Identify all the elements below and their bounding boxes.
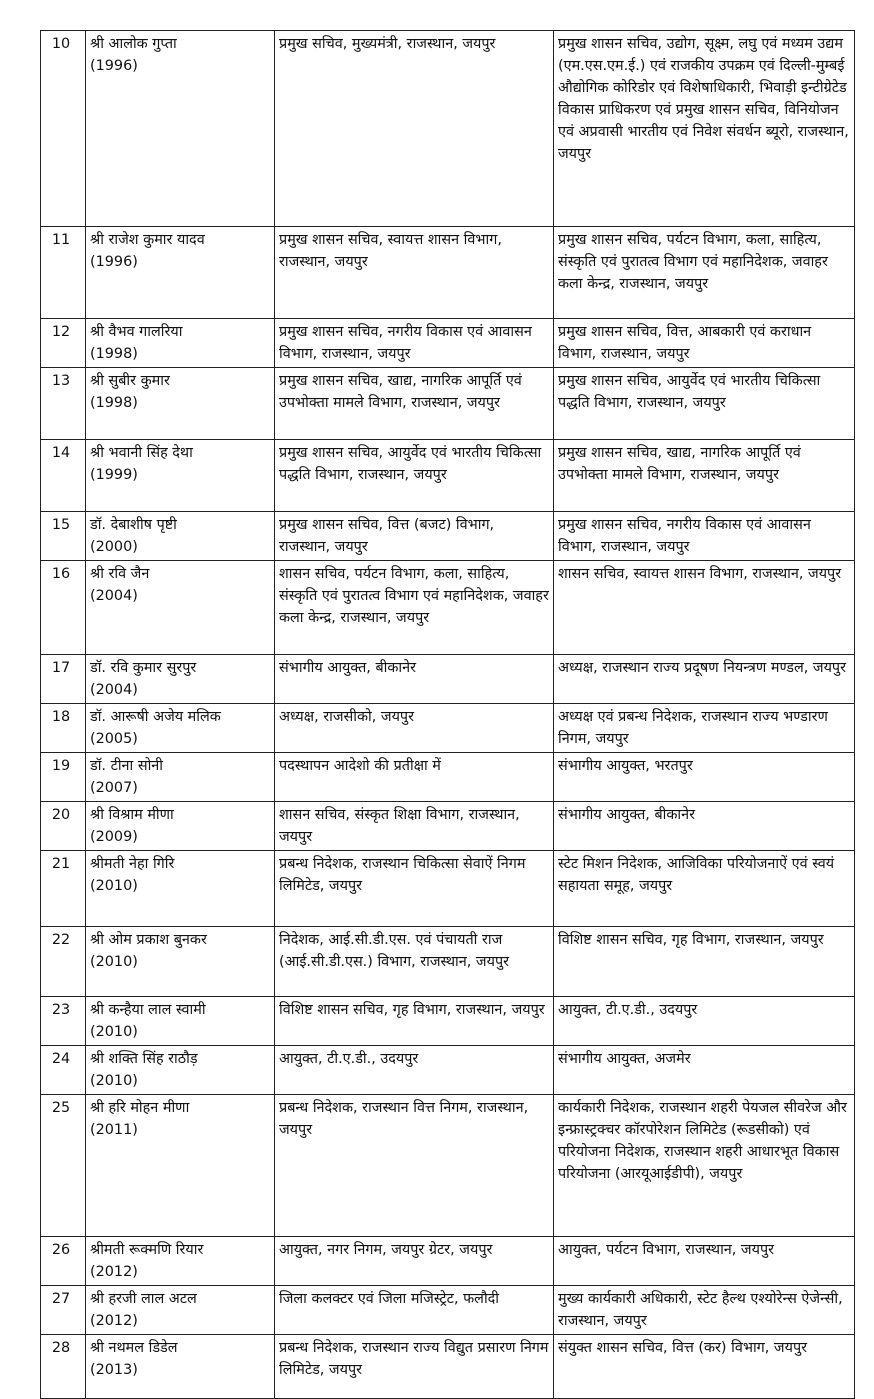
- current-posting: निदेशक, आई.सी.डी.एस. एवं पंचायती राज (आई.सी.डी.एस.) विभाग, राजस्थान, जयपुर: [275, 927, 554, 997]
- batch-year: (2012): [90, 1313, 138, 1329]
- table-row: [41, 997, 855, 1046]
- officer-cell: [86, 1095, 275, 1237]
- officer-name: श्री भवानी सिंह देथा: [90, 445, 193, 461]
- batch-year: (2010): [90, 954, 138, 970]
- serial-number: 18: [41, 704, 86, 753]
- officer-cell: [86, 655, 275, 704]
- current-posting: संभागीय आयुक्त, बीकानेर: [275, 655, 554, 704]
- serial-number: 27: [41, 1286, 86, 1335]
- new-posting: आयुक्त, टी.ए.डी., उदयपुर: [554, 997, 855, 1046]
- batch-year: (1996): [90, 58, 138, 74]
- table-row: [41, 851, 855, 927]
- batch-year: (2010): [90, 1073, 138, 1089]
- current-posting: प्रमुख शासन सचिव, नगरीय विकास एवं आवासन विभाग, राजस्थान, जयपुर: [275, 319, 554, 368]
- officer-name: डॉ. रवि कुमार सुरपुर: [90, 660, 197, 676]
- officer-cell: [86, 1237, 275, 1286]
- table-row: [41, 704, 855, 753]
- serial-number: 17: [41, 655, 86, 704]
- current-posting: प्रबन्ध निदेशक, राजस्थान राज्य विद्युत प्रसारण निगम लिमिटेड, जयपुर: [275, 1335, 554, 1399]
- batch-year: (2012): [90, 1264, 138, 1280]
- current-posting: अध्यक्ष, राजसीको, जयपुर: [275, 704, 554, 753]
- officer-name: श्री शक्ति सिंह राठौड़: [90, 1051, 198, 1067]
- serial-number: 28: [41, 1335, 86, 1399]
- batch-year: (2009): [90, 829, 138, 845]
- current-posting: शासन सचिव, संस्कृत शिक्षा विभाग, राजस्थान, जयपुर: [275, 802, 554, 851]
- new-posting: प्रमुख शासन सचिव, उद्योग, सूक्ष्म, लघु एवं मध्यम उद्यम (एम.एस.एम.ई.) एवं राजकीय उपक्रम एवं दिल्ली-मुम्बई औद्योगिक कोरिडोर एवं विशेषाधिकारी, भिवाड़ी इन्टीग्रेटेड विकास प्राधिकरण एवं प्रमुख शासन सचिव, विनियोजन एवं अप्रवासी भारतीय एवं निवेश संवर्धन ब्यूरो, राजस्थान, जयपुर: [554, 31, 855, 227]
- batch-year: (2007): [90, 780, 138, 796]
- officer-name: श्री वैभव गालरिया: [90, 324, 183, 340]
- officer-name: श्री रवि जैन: [90, 566, 150, 582]
- table-row: [41, 1335, 855, 1399]
- serial-number: 24: [41, 1046, 86, 1095]
- new-posting: संभागीय आयुक्त, अजमेर: [554, 1046, 855, 1095]
- current-posting: पदस्थापन आदेशो की प्रतीक्षा में: [275, 753, 554, 802]
- new-posting: प्रमुख शासन सचिव, आयुर्वेद एवं भारतीय चिकित्सा पद्धति विभाग, राजस्थान, जयपुर: [554, 368, 855, 440]
- officer-name: डॉ. देबाशीष पृष्टी: [90, 517, 177, 533]
- batch-year: (2004): [90, 588, 138, 604]
- officer-cell: [86, 31, 275, 227]
- current-posting: आयुक्त, टी.ए.डी., उदयपुर: [275, 1046, 554, 1095]
- current-posting: जिला कलक्टर एवं जिला मजिस्ट्रेट, फलौदी: [275, 1286, 554, 1335]
- current-posting: विशिष्ट शासन सचिव, गृह विभाग, राजस्थान, जयपुर: [275, 997, 554, 1046]
- new-posting: संभागीय आयुक्त, बीकानेर: [554, 802, 855, 851]
- officer-name: श्री ओम प्रकाश बुनकर: [90, 932, 207, 948]
- serial-number: 15: [41, 512, 86, 561]
- batch-year: (2005): [90, 731, 138, 747]
- batch-year: (2011): [90, 1122, 138, 1138]
- new-posting: शासन सचिव, स्वायत्त शासन विभाग, राजस्थान, जयपुर: [554, 561, 855, 655]
- new-posting: अध्यक्ष एवं प्रबन्ध निदेशक, राजस्थान राज्य भण्डारण निगम, जयपुर: [554, 704, 855, 753]
- table-row: [41, 440, 855, 512]
- officer-name: श्री विश्राम मीणा: [90, 807, 174, 823]
- new-posting: मुख्य कार्यकारी अधिकारी, स्टेट हैल्थ एश्योरेन्स ऐजेन्सी, राजस्थान, जयपुर: [554, 1286, 855, 1335]
- current-posting: प्रबन्ध निदेशक, राजस्थान वित्त निगम, राजस्थान, जयपुर: [275, 1095, 554, 1237]
- officer-cell: [86, 927, 275, 997]
- officer-name: डॉ. आरूषी अजेय मलिक: [90, 709, 221, 725]
- new-posting: अध्यक्ष, राजस्थान राज्य प्रदूषण नियन्त्रण मण्डल, जयपुर: [554, 655, 855, 704]
- new-posting: प्रमुख शासन सचिव, वित्त, आबकारी एवं कराधान विभाग, राजस्थान, जयपुर: [554, 319, 855, 368]
- new-posting: प्रमुख शासन सचिव, पर्यटन विभाग, कला, साहित्य, संस्कृति एवं पुरातत्व विभाग एवं महानिदेशक, जवाहर कला केन्द्र, राजस्थान, जयपुर: [554, 227, 855, 319]
- new-posting: प्रमुख शासन सचिव, नगरीय विकास एवं आवासन विभाग, राजस्थान, जयपुर: [554, 512, 855, 561]
- table-row: [41, 561, 855, 655]
- table-row: [41, 1286, 855, 1335]
- officer-cell: [86, 802, 275, 851]
- current-posting: प्रमुख शासन सचिव, आयुर्वेद एवं भारतीय चिकित्सा पद्धति विभाग, राजस्थान, जयपुर: [275, 440, 554, 512]
- current-posting: प्रमुख शासन सचिव, वित्त (बजट) विभाग, राजस्थान, जयपुर: [275, 512, 554, 561]
- officer-cell: [86, 851, 275, 927]
- table-row: [41, 802, 855, 851]
- current-posting: शासन सचिव, पर्यटन विभाग, कला, साहित्य, संस्कृति एवं पुरातत्व विभाग एवं महानिदेशक, जवाहर कला केन्द्र, राजस्थान, जयपुर: [275, 561, 554, 655]
- officer-name: श्री आलोक गुप्ता: [90, 36, 177, 52]
- table-row: [41, 31, 855, 227]
- officer-cell: [86, 512, 275, 561]
- officer-cell: [86, 1046, 275, 1095]
- table-row: [41, 1046, 855, 1095]
- table-row: [41, 368, 855, 440]
- batch-year: (2010): [90, 878, 138, 894]
- officer-cell: [86, 227, 275, 319]
- serial-number: 14: [41, 440, 86, 512]
- serial-number: 19: [41, 753, 86, 802]
- serial-number: 23: [41, 997, 86, 1046]
- serial-number: 12: [41, 319, 86, 368]
- batch-year: (1998): [90, 395, 138, 411]
- current-posting: प्रमुख शासन सचिव, खाद्य, नागरिक आपूर्ति एवं उपभोक्ता मामले विभाग, राजस्थान, जयपुर: [275, 368, 554, 440]
- batch-year: (2004): [90, 682, 138, 698]
- table-row: [41, 512, 855, 561]
- officer-transfer-table: [40, 30, 855, 1399]
- new-posting: कार्यकारी निदेशक, राजस्थान शहरी पेयजल सीवरेज और इन्फ्रास्ट्रक्चर कॉरपोरेशन लिमिटेड (रूडसीको) एवं परियोजना निदेशक, राजस्थान शहरी आधारभूत विकास परियोजना (आरयूआईडीपी), जयपुर: [554, 1095, 855, 1237]
- table-row: [41, 1237, 855, 1286]
- officer-cell: [86, 319, 275, 368]
- new-posting: संभागीय आयुक्त, भरतपुर: [554, 753, 855, 802]
- officer-name: श्रीमती रूक्मणि रियार: [90, 1242, 204, 1258]
- new-posting: स्टेट मिशन निदेशक, आजिविका परियोजनाऐं एवं स्वयं सहायता समूह, जयपुर: [554, 851, 855, 927]
- current-posting: प्रमुख सचिव, मुख्यमंत्री, राजस्थान, जयपुर: [275, 31, 554, 227]
- current-posting: प्रबन्ध निदेशक, राजस्थान चिकित्सा सेवाऐं निगम लिमिटेड, जयपुर: [275, 851, 554, 927]
- batch-year: (2013): [90, 1362, 138, 1378]
- officer-name: श्रीमती नेहा गिरि: [90, 856, 175, 872]
- serial-number: 22: [41, 927, 86, 997]
- serial-number: 11: [41, 227, 86, 319]
- officer-name: श्री नथमल डिडेल: [90, 1340, 178, 1356]
- current-posting: प्रमुख शासन सचिव, स्वायत्त शासन विभाग, राजस्थान, जयपुर: [275, 227, 554, 319]
- current-posting: आयुक्त, नगर निगम, जयपुर ग्रेटर, जयपुर: [275, 1237, 554, 1286]
- officer-name: श्री हरजी लाल अटल: [90, 1291, 197, 1307]
- officer-name: डॉ. टीना सोनी: [90, 758, 164, 774]
- officer-cell: [86, 561, 275, 655]
- officer-cell: [86, 704, 275, 753]
- batch-year: (1996): [90, 254, 138, 270]
- table-row: [41, 753, 855, 802]
- serial-number: 13: [41, 368, 86, 440]
- officer-name: श्री राजेश कुमार यादव: [90, 232, 205, 248]
- table-row: [41, 227, 855, 319]
- table-row: [41, 927, 855, 997]
- serial-number: 25: [41, 1095, 86, 1237]
- serial-number: 16: [41, 561, 86, 655]
- serial-number: 26: [41, 1237, 86, 1286]
- batch-year: (2010): [90, 1024, 138, 1040]
- officer-cell: [86, 1335, 275, 1399]
- serial-number: 20: [41, 802, 86, 851]
- officer-name: श्री सुबीर कुमार: [90, 373, 170, 389]
- table-body: [41, 31, 855, 1399]
- officer-cell: [86, 997, 275, 1046]
- officer-name: श्री हरि मोहन मीणा: [90, 1100, 190, 1116]
- serial-number: 21: [41, 851, 86, 927]
- officer-cell: [86, 440, 275, 512]
- table-row: [41, 1095, 855, 1237]
- officer-cell: [86, 1286, 275, 1335]
- new-posting: आयुक्त, पर्यटन विभाग, राजस्थान, जयपुर: [554, 1237, 855, 1286]
- batch-year: (1998): [90, 346, 138, 362]
- batch-year: (2000): [90, 539, 138, 555]
- table-row: [41, 319, 855, 368]
- new-posting: विशिष्ट शासन सचिव, गृह विभाग, राजस्थान, जयपुर: [554, 927, 855, 997]
- officer-cell: [86, 368, 275, 440]
- serial-number: 10: [41, 31, 86, 227]
- batch-year: (1999): [90, 467, 138, 483]
- transfer-order-sheet: [40, 30, 849, 1399]
- new-posting: प्रमुख शासन सचिव, खाद्य, नागरिक आपूर्ति एवं उपभोक्ता मामले विभाग, राजस्थान, जयपुर: [554, 440, 855, 512]
- officer-name: श्री कन्हैया लाल स्वामी: [90, 1002, 206, 1018]
- table-row: [41, 655, 855, 704]
- officer-cell: [86, 753, 275, 802]
- new-posting: संयुक्त शासन सचिव, वित्त (कर) विभाग, जयपुर: [554, 1335, 855, 1399]
